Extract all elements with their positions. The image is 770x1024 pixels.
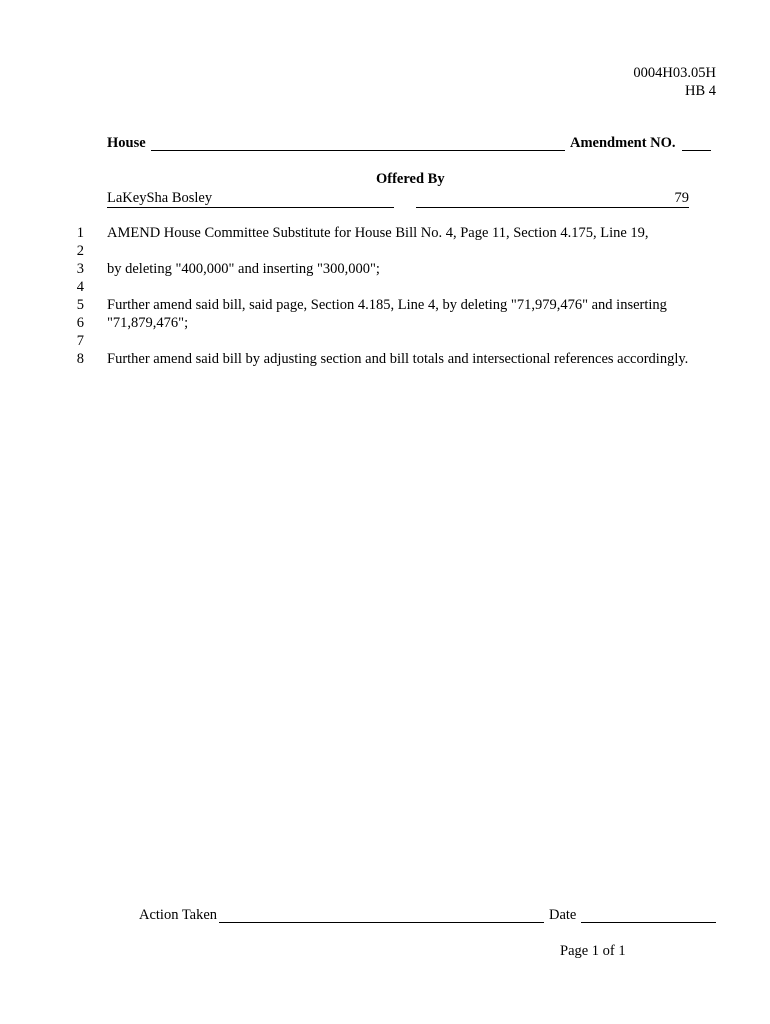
date-blank-line <box>581 922 716 923</box>
action-taken-blank-line <box>219 922 544 923</box>
sponsor-name: LaKeySha Bosley <box>107 190 394 208</box>
amendment-number-blank-line <box>682 150 711 151</box>
line-number: 2 <box>76 243 84 259</box>
amendment-number-label: Amendment NO. <box>570 135 676 151</box>
document-number: 0004H03.05H <box>633 65 716 81</box>
amendment-line: AMEND House Committee Substitute for House Bill No. 4, Page 11, Section 4.175, Line 19, <box>107 225 649 241</box>
sponsor-district: 79 <box>416 190 689 208</box>
line-number: 4 <box>76 279 84 295</box>
amendment-line: Further amend said bill, said page, Section 4.185, Line 4, by deleting "71,979,476" and inserting <box>107 297 667 313</box>
amendment-line: by deleting "400,000" and inserting "300,000"; <box>107 261 380 277</box>
line-number: 5 <box>76 297 84 313</box>
date-label: Date <box>549 907 577 923</box>
amendment-line: Further amend said bill by adjusting section and bill totals and intersectional references accordingly. <box>107 351 689 367</box>
line-number: 1 <box>76 225 84 241</box>
line-number: 8 <box>76 351 84 367</box>
action-taken-label: Action Taken <box>139 907 218 923</box>
document-identifier <box>633 64 716 100</box>
bill-number: HB 4 <box>684 83 716 99</box>
line-number: 3 <box>76 261 84 277</box>
line-number: 6 <box>76 315 84 331</box>
amendment-line: "71,879,476"; <box>107 315 189 331</box>
house-blank-line <box>151 150 565 151</box>
line-number: 7 <box>76 333 84 349</box>
offered-by-heading: Offered By <box>376 171 445 187</box>
house-label: House <box>107 135 146 151</box>
page-number: Page 1 of 1 <box>560 943 626 959</box>
